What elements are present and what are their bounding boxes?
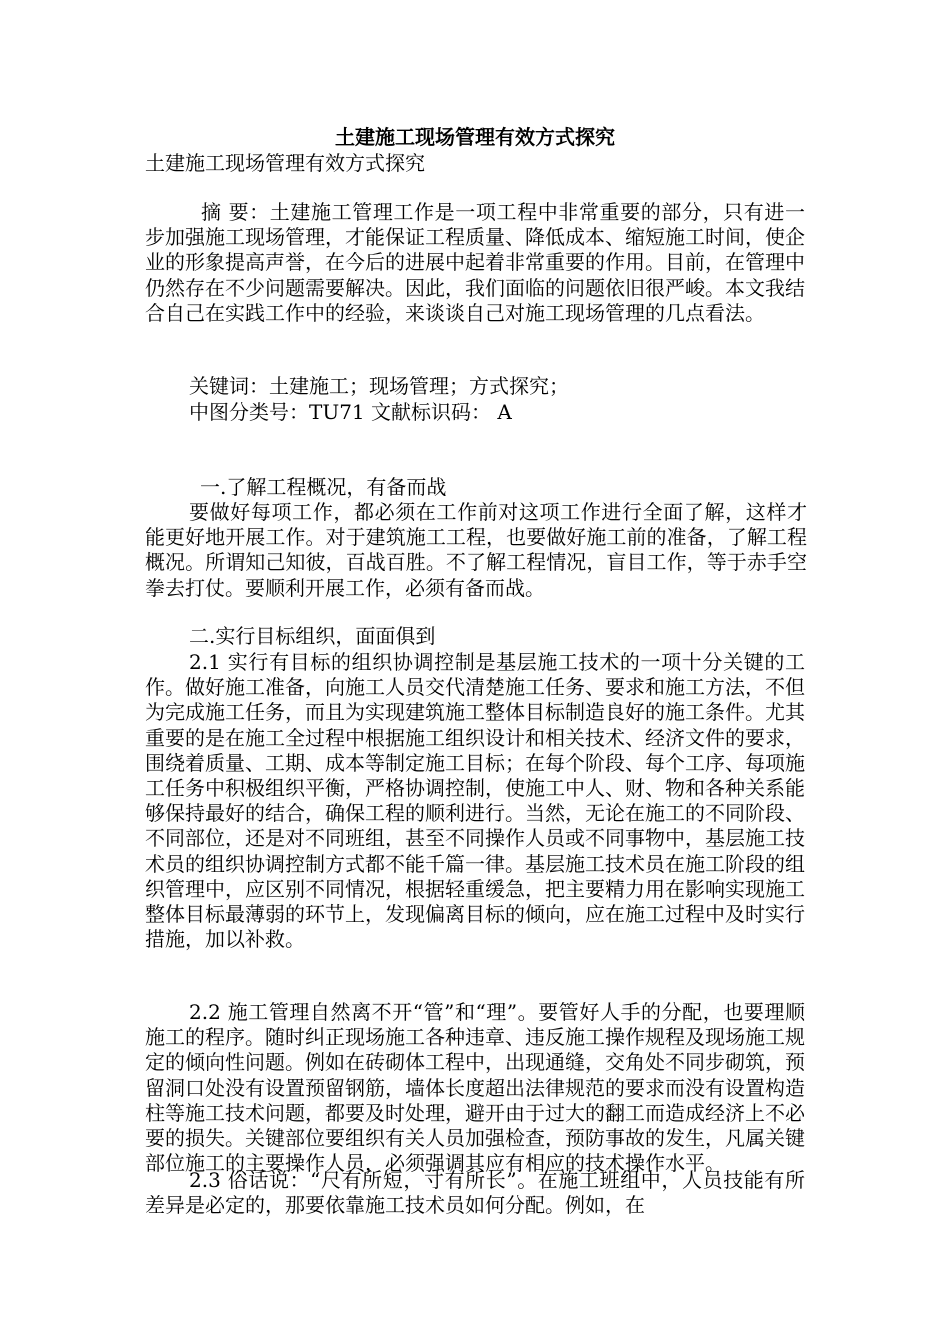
abstract-paragraph: 摘 要：土建施工管理工作是一项工程中非常重要的部分，只有进一步加强施工现场管理，才能保证工程质量、降低成本、缩短施工时间，使企业的形象提高声誉，在今后的进展中起着非常重要的作用。目前，在管理中仍然存在不少问题需要解决。因此，我们面临的问题依旧很严峻。本文我结合自己在实践工作中的经验，来谈谈自己对施工现场管理的几点看法。 <box>145 200 805 325</box>
section1-heading: 一.了解工程概况，有备而战 <box>200 475 447 499</box>
section2-heading: 二.实行目标组织，面面俱到 <box>189 624 436 648</box>
section2-paragraph-2: 2.2 施工管理自然离不开“管”和“理”。要管好人手的分配，也要理顺施工的程序。随时纠正现场施工各种违章、违反施工操作规程及现场施工规定的倾向性问题。例如在砖砌体工程中，出现通缝，交角处不同步砌筑，预留洞口处没有设置预留钢筋，墙体长度超出法律规范的要求而没有设置构造柱等施工技术问题，都要及时处理，避开由于过大的翻工而造成经济上不必要的损失。关键部位要组织有关人员加强检查，预防事故的发生，凡属关键部位施工的主要操作人员，必须强调其应有相应的技术操作水平。 <box>145 1000 805 1176</box>
document-subtitle: 土建施工现场管理有效方式探究 <box>145 151 425 175</box>
section2-paragraph-3: 2.3 俗话说：“尺有所短，寸有所长”。在施工班组中，人员技能有所差异是必定的，那要依靠施工技术员如何分配。例如，在 <box>145 1168 805 1218</box>
section2-paragraph-1: 2.1 实行有目标的组织协调控制是基层施工技术的一项十分关键的工作。做好施工准备，向施工人员交代清楚施工任务、要求和施工方法，不但为完成施工任务，而且为实现建筑施工整体目标制造良好的施工条件。尤其重要的是在施工全过程中根据施工组织设计和相关技术、经济文件的要求，围绕着质量、工期、成本等制定施工目标；在每个阶段、每个工序、每项施工任务中积极组织平衡，严格协调控制，使施工中人、财、物和各种关系能够保持最好的结合，确保工程的顺利进行。当然，无论在施工的不同阶段、不同部位，还是对不同班组，甚至不同操作人员或不同事物中，基层施工技术员的组织协调控制方式都不能千篇一律。基层施工技术员在施工阶段的组织管理中，应区别不同情况，根据轻重缓急，把主要精力用在影响实现施工整体目标最薄弱的环节上，发现偏离目标的倾向，应在施工过程中及时实行措施，加以补救。 <box>145 650 805 952</box>
classification-line: 中图分类号：TU71 文献标识码： A <box>189 400 512 424</box>
keywords-line: 关键词：土建施工；现场管理；方式探究； <box>189 374 569 398</box>
document-title: 土建施工现场管理有效方式探究 <box>335 125 615 149</box>
section1-paragraph: 要做好每项工作，都必须在工作前对这项工作进行全面了解，这样才能更好地开展工作。对于建筑施工工程，也要做好施工前的准备，了解工程概况。所谓知己知彼，百战百胜。不了解工程情况，盲目工作，等于赤手空拳去打仗。要顺利开展工作，必须有备而战。 <box>145 500 807 600</box>
